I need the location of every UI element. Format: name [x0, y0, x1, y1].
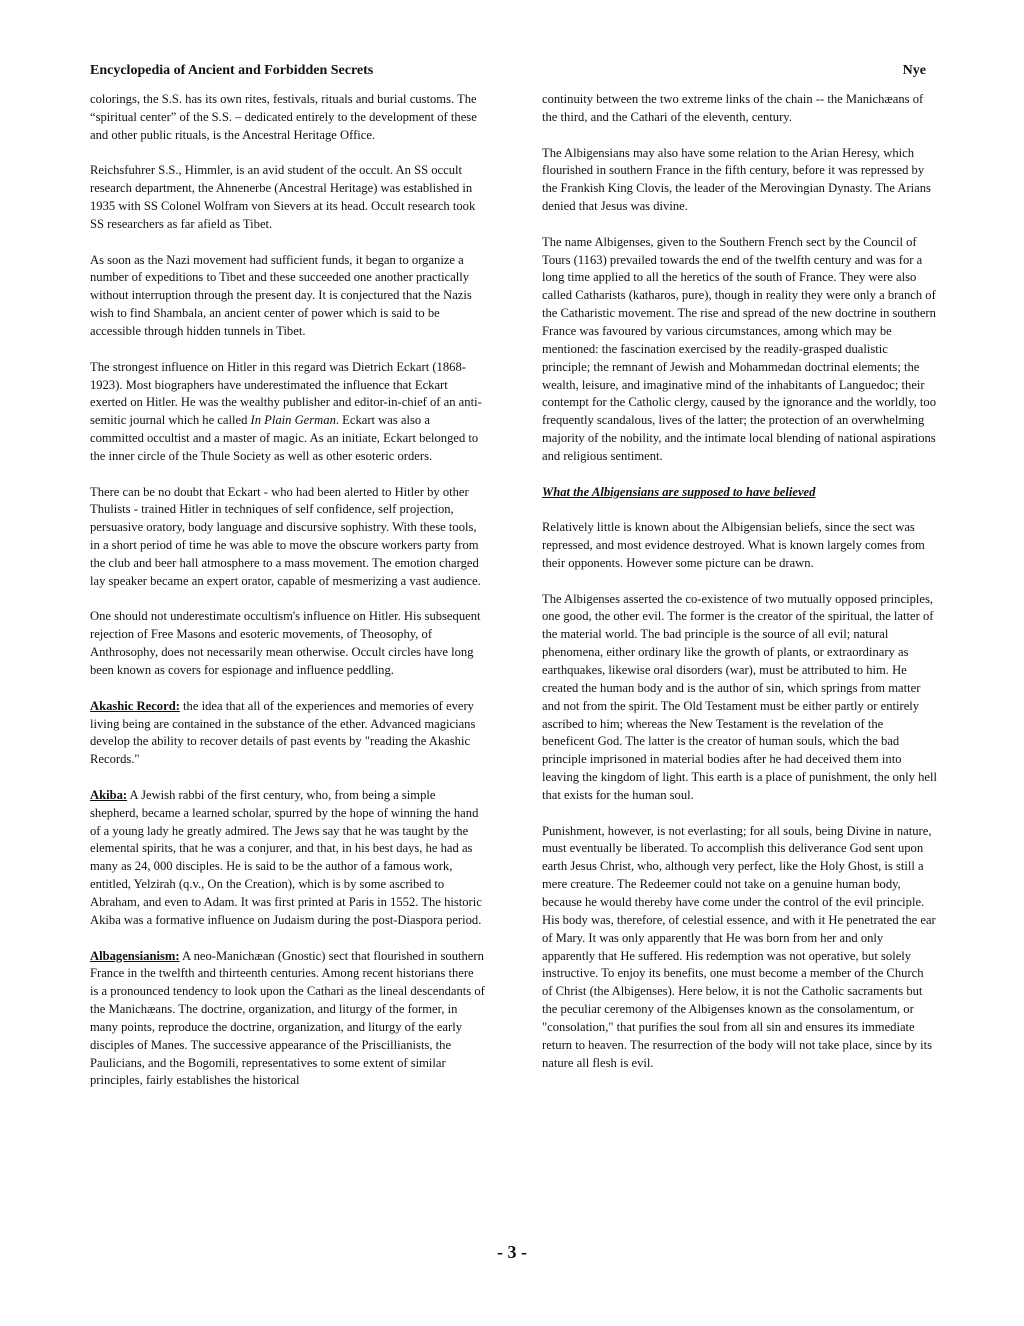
entry-akashic-record [90, 698, 485, 769]
journal-title: In Plain German [250, 413, 336, 428]
paragraph: One should not underestimate occultism's influence on Hitler. His subsequent rejection of Free Masons and esoteric movements, of Theosophy, of Anthrosophy, does not necessarily mean otherwise. Occult circles have long been known as covers for espionage and influence peddling. [90, 609, 481, 677]
document-title: Encyclopedia of Ancient and Forbidden Secrets [90, 63, 374, 78]
paragraph: colorings, the S.S. has its own rites, festivals, rituals and burial customs. The “spiritual center” of the S.S. – dedicated entirely to the development of these and other public rituals, is the Ancestral Heritage Office. [90, 92, 477, 142]
page-header [90, 63, 926, 83]
author-name: Nye [902, 63, 926, 78]
paragraph: The Albigenses asserted the co-existence of two mutually opposed principles, one good, the other evil. The former is the creator of the spiritual, the latter of the material world. The bad principle is the source of all evil; natural phenomena, either ordinary like the growth of plants, or extraordinary as earthquakes, likewise oral disorders (war), must be attributed to him. He created the human body and is the author of sin, which springs from matter and not from the spirit. The Old Testament must be either partly or entirely ascribed to him; whereas the New Testament is the revelation of the beneficent God. The latter is the creator of human souls, which the bad principle imprisoned in material bodies after he had deceived them into leaving the kingdom of light. This earth is a place of punishment, the only hell that exists for the human soul. [542, 591, 937, 802]
entry-term: Akiba: [90, 787, 128, 802]
section-heading: What the Albigensians are supposed to have believed [542, 484, 816, 499]
entry-term: Albagensianism: [90, 948, 180, 963]
paragraph: The Albigensians may also have some relation to the Arian Heresy, which flourished in southern France in the fifth century, before it was repressed by the Frankish King Clovis, the leader of the Merovingian Dynasty. The Arians denied that Jesus was divine. [542, 145, 931, 214]
paragraph: As soon as the Nazi movement had sufficient funds, it began to organize a number of expeditions to Tibet and these succeeded one another practically without interruption through the present day. It is conjectured that the Nazis wish to find Shambala, an ancient center of power which is said to be accessible through hidden tunnels in Tibet. [90, 252, 472, 338]
entry-text: A Jewish rabbi of the first century, who, from being a simple shepherd, became a learned scholar, spurred by the hope of winning the hand of a young lady he greatly admired. The Jews say that he was taught by the elemental spirits, that he was a conjurer, and that, in his best days, he had as many as 24, 000 disciples. He is said to be the author of a famous work, entitled, Yelzirah (q.v., On the Creation), which is by some ascribed to Abraham, and even to Adam. It was first printed at Paris in 1552. The historic Akiba was a formative influence on Judaism during the post-Diaspora period. [90, 787, 482, 927]
left-column [90, 91, 485, 1108]
paragraph: Punishment, however, is not everlasting; for all souls, being Divine in nature, must eventually be liberated. To accomplish this deliverance God sent upon earth Jesus Christ, who, although very perfect, like the Holy Ghost, is still a mere creature. The Redeemer could not take on a genuine human body, because he would thereby have come under the control of the evil principle. His body was, therefore, of celestial essence, and with it He penetrated the ear of Mary. It was only apparently that He was born from her and only apparently that He suffered. His redemption was not operative, but solely instructive. To enjoy its benefits, one must become a member of the Church of Christ (the Albigenses). Here below, it is not the Catholic sacraments but the peculiar ceremony of the Albigenses known as the consolamentum, or "consolation," that purifies the soul from all sin and ensures its immediate return to heaven. The resurrection of the body will not take place, since by its nature all flesh is evil. [542, 823, 936, 1070]
entry-akiba [90, 787, 485, 930]
paragraph: Relatively little is known about the Albigensian beliefs, since the sect was repressed, and most evidence destroyed. What is known largely comes from their opponents. However some picture can be drawn. [542, 520, 925, 570]
paragraph: continuity between the two extreme links of the chain -- the Manichæans of the third, and the Cathari of the eleventh, century. [542, 92, 924, 124]
right-column [542, 91, 937, 1090]
page-number: - 3 - [497, 1242, 527, 1262]
paragraph: The name Albigenses, given to the Southern French sect by the Council of Tours (1163) prevailed towards the end of the twelfth century and was for a long time applied to all the heretics of the south of France. They were also called Catharists (katharos, pure), though in reality they were only a branch of the Catharistic movement. The rise and spread of the new doctrine in southern France was favoured by various circumstances, among which may be mentioned: the fascination exercised by the readily-grasped dualistic principle; the remnant of Jewish and Mohammedan doctrinal elements; the wealth, leisure, and imaginative mind of the inhabitants of Languedoc; their contempt for the Catholic clergy, caused by the ignorance and the worldly, too frequently scandalous, lives of the latter; the protection of an overwhelming majority of the nobility, and the intimate local blending of national aspirations and religious sentiment. [542, 234, 937, 463]
entry-text: the idea that all of the experiences and memories of every living being are contained in the substance of the ether. Advanced magicians develop the ability to recover details of past events by "reading the Akashic Records." [90, 698, 476, 767]
entry-albagensianism [90, 948, 485, 1091]
entry-term: Akashic Record: [90, 698, 180, 713]
paragraph-text: . Eckart was also a committed occultist and a master of magic. As an initiate, Eckart belonged to the inner circle of the Thule Society as well as other esoteric orders. [90, 413, 479, 463]
paragraph: Reichsfuhrer S.S., Himmler, is an avid student of the occult. An SS occult research department, the Ahnenerbe (Ancestral Heritage) was established in 1935 with SS Colonel Wolfram von Sievers at its head. Occult research took SS researchers as far afield as Tibet. [90, 163, 476, 231]
paragraph: There can be no doubt that Eckart - who had been alerted to Hitler by other Thulists - trained Hitler in techniques of self confidence, self projection, persuasive oratory, body language and discursive sophistry. With these tools, in a short period of time he was able to move the obscure workers party from the club and beer hall atmosphere to a mass movement. The emotion charged lay speaker became an expert orator, capable of mesmerizing a vast audience. [90, 484, 481, 588]
paragraph [90, 359, 485, 466]
entry-text: A neo-Manichæan (Gnostic) sect that flourished in southern France in the twelfth and thirteenth centuries. Among recent historians there is a pronounced tendency to look upon the Cathari as the lineal descendants of the Manichæans. The doctrine, organization, and liturgy of the former, in many points, reproduce the doctrine, organization, and liturgy of the early disciples of Manes. The successive appearance of the Priscillianists, the Paulicians, and the Bogomili, representatives to some extent of similar principles, fairly establishes the historical [90, 948, 485, 1088]
paragraph-text: The strongest influence on Hitler in this regard was Dietrich Eckart (1868-1923). Most biographers have underestimated the influence that Eckart exerted on Hitler. He was the wealthy publisher and editor-in-chief of an anti-semitic journal which he called [90, 359, 482, 428]
